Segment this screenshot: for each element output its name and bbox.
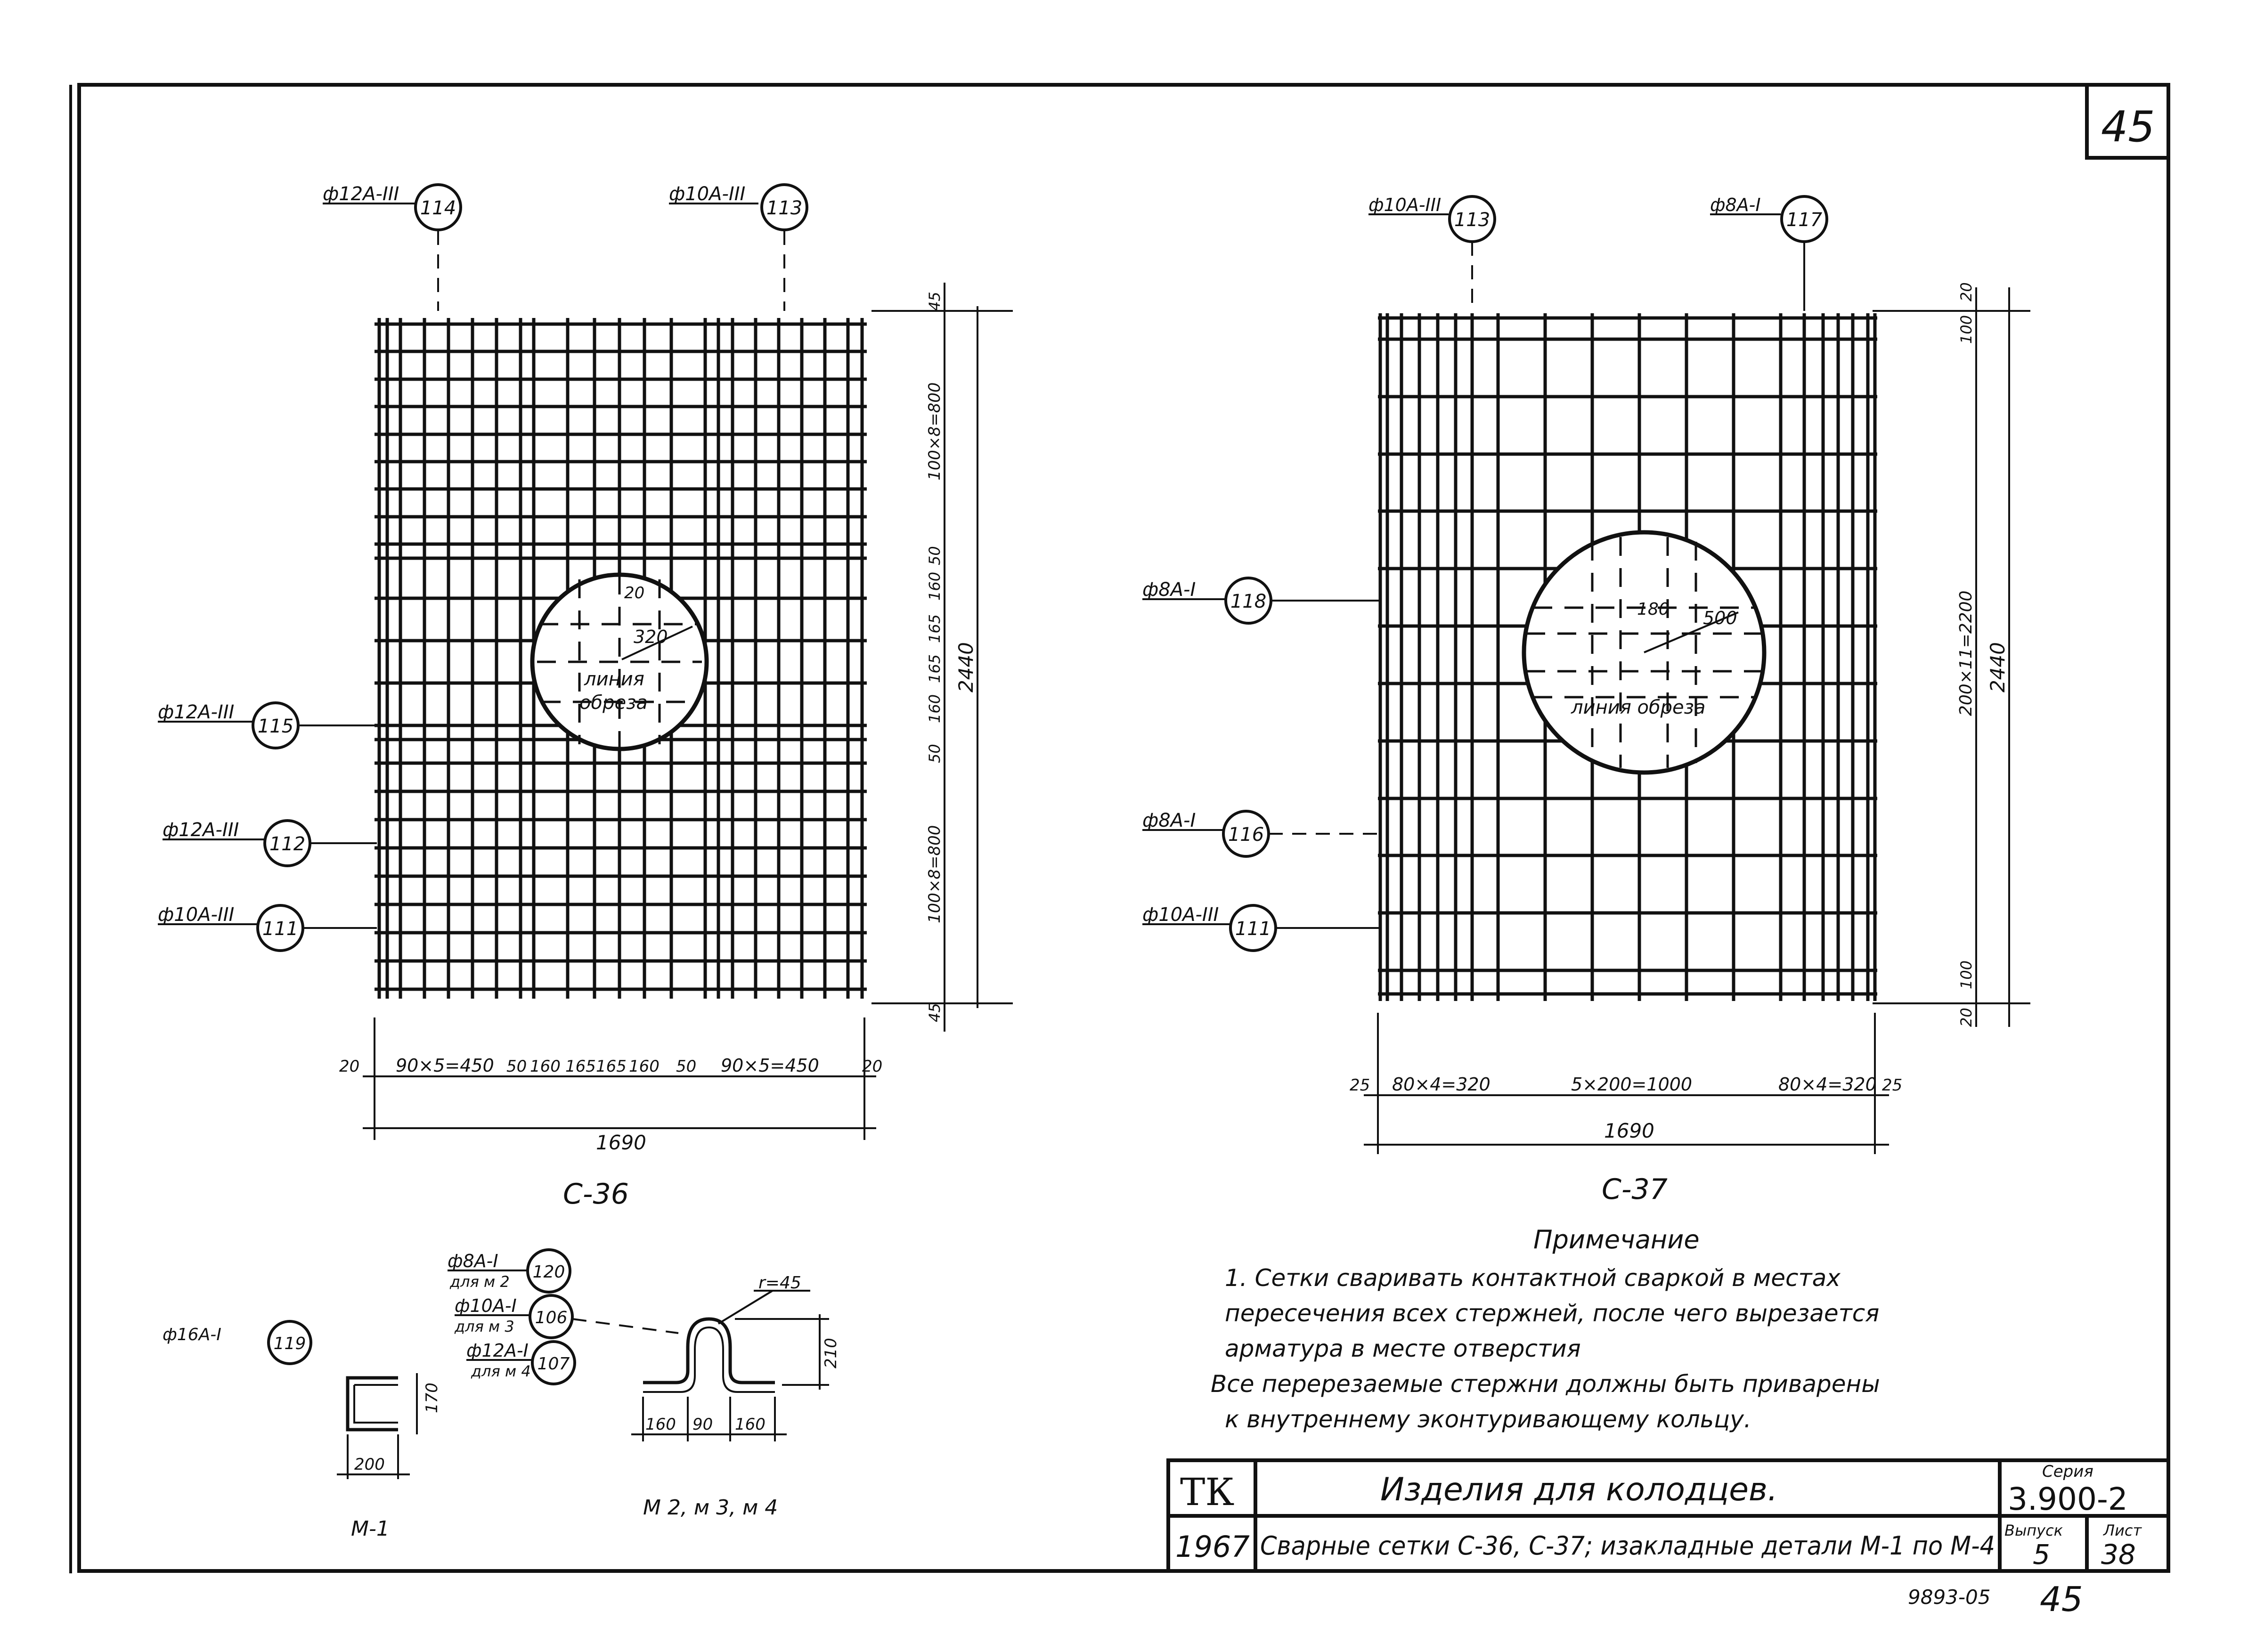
title-block-title: Изделия для колодцев. bbox=[1380, 1471, 1778, 1508]
notes-title: Примечание bbox=[1533, 1225, 1700, 1254]
c37-callout-118 bbox=[1142, 578, 1380, 623]
svg-text:ф10А-III: ф10А-III bbox=[158, 904, 235, 926]
svg-text:117: 117 bbox=[1786, 209, 1823, 231]
part-m234 bbox=[448, 1250, 840, 1520]
c37-title: С-37 bbox=[1602, 1173, 1668, 1206]
m234-dim-2: 90 bbox=[692, 1415, 713, 1434]
svg-text:для м 4: для м 4 bbox=[471, 1362, 531, 1380]
c37-right-dim-4: 100 bbox=[1957, 960, 1975, 989]
svg-text:ф12А-III: ф12А-III bbox=[158, 701, 235, 723]
c36-right-dim-7: 160 bbox=[926, 694, 944, 723]
c37-bottom-dim-4: 80×4=320 bbox=[1778, 1074, 1877, 1095]
notes-line-3: арматура в месте отверстия bbox=[1225, 1335, 1581, 1362]
svg-text:113: 113 bbox=[766, 197, 803, 219]
notes-line-4: Все перерезаемые стержни должны быть приварены bbox=[1211, 1370, 1880, 1398]
svg-text:120: 120 bbox=[532, 1262, 565, 1282]
c36-callout-111 bbox=[158, 904, 377, 951]
c36-overall-width: 1690 bbox=[596, 1131, 646, 1154]
c37-callout-116 bbox=[1142, 810, 1380, 856]
c36-right-dim-9: 100×8=800 bbox=[925, 825, 944, 923]
svg-text:ф8А-I: ф8А-I bbox=[448, 1251, 498, 1271]
svg-text:111: 111 bbox=[262, 918, 299, 940]
sheet-value: 38 bbox=[2101, 1538, 2136, 1571]
svg-text:114: 114 bbox=[420, 197, 456, 219]
svg-text:ф8А-I: ф8А-I bbox=[1710, 195, 1761, 215]
drawing-frame bbox=[79, 85, 2168, 1571]
c36-bottom-dim-9: 90×5=450 bbox=[721, 1055, 819, 1076]
c37-bottom-dim-5: 25 bbox=[1882, 1076, 1903, 1095]
issue-value: 5 bbox=[2033, 1538, 2050, 1571]
c36-right-dim-4: 160 bbox=[926, 571, 944, 601]
c37-hole-diameter: 500 bbox=[1703, 608, 1737, 628]
m234-callout-107 bbox=[466, 1340, 575, 1384]
archive-stamp: 9893-05 bbox=[1908, 1586, 1991, 1609]
svg-text:107: 107 bbox=[537, 1354, 570, 1374]
c36-callout-114 bbox=[323, 183, 461, 311]
c37-callout-117 bbox=[1710, 195, 1827, 311]
c36-right-dim-10: 45 bbox=[926, 1003, 944, 1022]
c37-callout-113 bbox=[1368, 195, 1495, 311]
c36-title: С-36 bbox=[563, 1178, 629, 1211]
title-block bbox=[1168, 1460, 2168, 1571]
c36-right-dim-8: 50 bbox=[926, 744, 944, 763]
title-block-subtitle: Сварные сетки С-36, С-37; изакладные детали М-1 по М-4 bbox=[1260, 1531, 1995, 1561]
c37-overall-height: 2440 bbox=[1986, 642, 2009, 692]
title-block-org: ТК bbox=[1180, 1470, 1235, 1514]
c36-right-dim-1: 45 bbox=[926, 292, 944, 311]
mesh-c36 bbox=[158, 183, 1013, 1211]
c37-hole-radius: 180 bbox=[1637, 600, 1670, 619]
c37-right-dim-3: 200×11=2200 bbox=[1956, 590, 1976, 716]
c36-bottom-dim-3: 50 bbox=[506, 1057, 527, 1076]
m234-radius: r=45 bbox=[758, 1273, 801, 1293]
mesh-c37 bbox=[1142, 195, 2030, 1206]
m1-callout-label: ф16А-I bbox=[163, 1325, 221, 1344]
c37-right-dim-1: 20 bbox=[1957, 282, 1975, 301]
svg-text:ф8А-I: ф8А-I bbox=[1142, 579, 1196, 601]
issue-label: Выпуск bbox=[2004, 1522, 2063, 1539]
c36-right-dimensions bbox=[872, 283, 1013, 1032]
m234-height: 210 bbox=[822, 1338, 840, 1368]
svg-text:ф8А-I: ф8А-I bbox=[1142, 810, 1196, 831]
svg-text:113: 113 bbox=[1454, 209, 1491, 231]
c36-bottom-dim-5: 165 bbox=[565, 1057, 596, 1076]
c36-bottom-dim-10: 20 bbox=[862, 1057, 883, 1076]
svg-text:ф10А-III: ф10А-III bbox=[1368, 195, 1442, 215]
page-number-box bbox=[2087, 85, 2168, 158]
page-number-bottom: 45 bbox=[2040, 1579, 2083, 1619]
c37-bottom-dim-3: 5×200=1000 bbox=[1571, 1074, 1693, 1095]
m1-width: 200 bbox=[354, 1455, 385, 1474]
c36-hole-radius: 20 bbox=[624, 584, 645, 602]
m234-omega-bar bbox=[643, 1319, 775, 1383]
c36-right-dim-6: 165 bbox=[926, 654, 944, 683]
m234-callout-120 bbox=[448, 1250, 570, 1292]
svg-text:для м 3: для м 3 bbox=[455, 1318, 514, 1335]
c36-overall-height: 2440 bbox=[954, 642, 977, 692]
svg-text:106: 106 bbox=[535, 1308, 568, 1327]
c36-right-dim-2: 100×8=800 bbox=[925, 382, 944, 480]
svg-text:ф10А-III: ф10А-III bbox=[1142, 904, 1219, 926]
c36-bottom-dim-6: 165 bbox=[596, 1057, 627, 1076]
c36-right-dim-5: 165 bbox=[926, 614, 944, 643]
c37-bottom-dim-1: 25 bbox=[1350, 1076, 1370, 1095]
m234-title: М 2, м 3, м 4 bbox=[643, 1496, 778, 1520]
c36-bottom-dimensions bbox=[339, 1017, 882, 1140]
svg-text:ф10А-III: ф10А-III bbox=[669, 183, 746, 205]
c37-bottom-dim-2: 80×4=320 bbox=[1392, 1074, 1491, 1095]
series-label: Серия bbox=[2042, 1462, 2093, 1481]
c36-right-dim-3: 50 bbox=[926, 546, 944, 565]
m1-callout-number: 119 bbox=[273, 1334, 306, 1353]
notes-line-5: к внутреннему эконтуривающему кольцу. bbox=[1225, 1406, 1751, 1433]
title-block-year: 1967 bbox=[1175, 1530, 1250, 1564]
notes bbox=[1211, 1225, 1880, 1433]
svg-text:112: 112 bbox=[269, 833, 306, 855]
m1-title: М-1 bbox=[351, 1517, 390, 1541]
m234-dim-1: 160 bbox=[645, 1415, 676, 1434]
c36-callout-115 bbox=[158, 701, 377, 748]
c37-right-dim-2: 100 bbox=[1957, 315, 1975, 344]
c36-callout-112 bbox=[163, 819, 377, 866]
c36-callout-113 bbox=[669, 183, 807, 311]
page-number: 45 bbox=[2101, 102, 2155, 152]
svg-text:111: 111 bbox=[1235, 918, 1271, 940]
svg-text:116: 116 bbox=[1228, 824, 1264, 846]
c36-cut-line-1: линия bbox=[584, 668, 644, 690]
svg-text:ф12А-III: ф12А-III bbox=[163, 819, 239, 841]
m234-callout-106 bbox=[454, 1295, 678, 1338]
c36-bottom-dim-8: 50 bbox=[676, 1057, 697, 1076]
sheet-label: Лист bbox=[2103, 1522, 2142, 1539]
m234-dim-3: 160 bbox=[735, 1415, 766, 1434]
svg-text:118: 118 bbox=[1230, 591, 1267, 612]
c37-callout-111 bbox=[1142, 904, 1380, 951]
c36-bottom-dim-4: 160 bbox=[530, 1057, 561, 1076]
c36-bottom-dim-2: 90×5=450 bbox=[396, 1055, 494, 1076]
notes-line-1: 1. Сетки сваривать контактной сваркой в местах bbox=[1225, 1264, 1841, 1292]
svg-text:ф10А-I: ф10А-I bbox=[455, 1295, 517, 1316]
m1-height: 170 bbox=[423, 1383, 441, 1413]
c37-overall-width: 1690 bbox=[1604, 1119, 1654, 1142]
c37-cut-line: линия обреза bbox=[1571, 697, 1706, 718]
svg-text:ф12А-III: ф12А-III bbox=[323, 183, 399, 205]
part-m1 bbox=[163, 1321, 441, 1541]
svg-text:115: 115 bbox=[257, 716, 294, 737]
c36-cut-line-2: обреза bbox=[579, 692, 648, 714]
c37-right-dim-5: 20 bbox=[1957, 1008, 1975, 1027]
c36-hole bbox=[532, 575, 707, 749]
notes-line-2: пересечения всех стержней, после чего вырезается bbox=[1225, 1300, 1880, 1327]
c36-hole-diameter: 320 bbox=[634, 627, 668, 647]
series-value: 3.900-2 bbox=[2008, 1481, 2128, 1517]
c36-bottom-dim-7: 160 bbox=[629, 1057, 660, 1076]
c36-bottom-dim-1: 20 bbox=[339, 1057, 360, 1076]
svg-text:для м 2: для м 2 bbox=[450, 1273, 510, 1291]
svg-text:ф12А-I: ф12А-I bbox=[466, 1340, 529, 1361]
